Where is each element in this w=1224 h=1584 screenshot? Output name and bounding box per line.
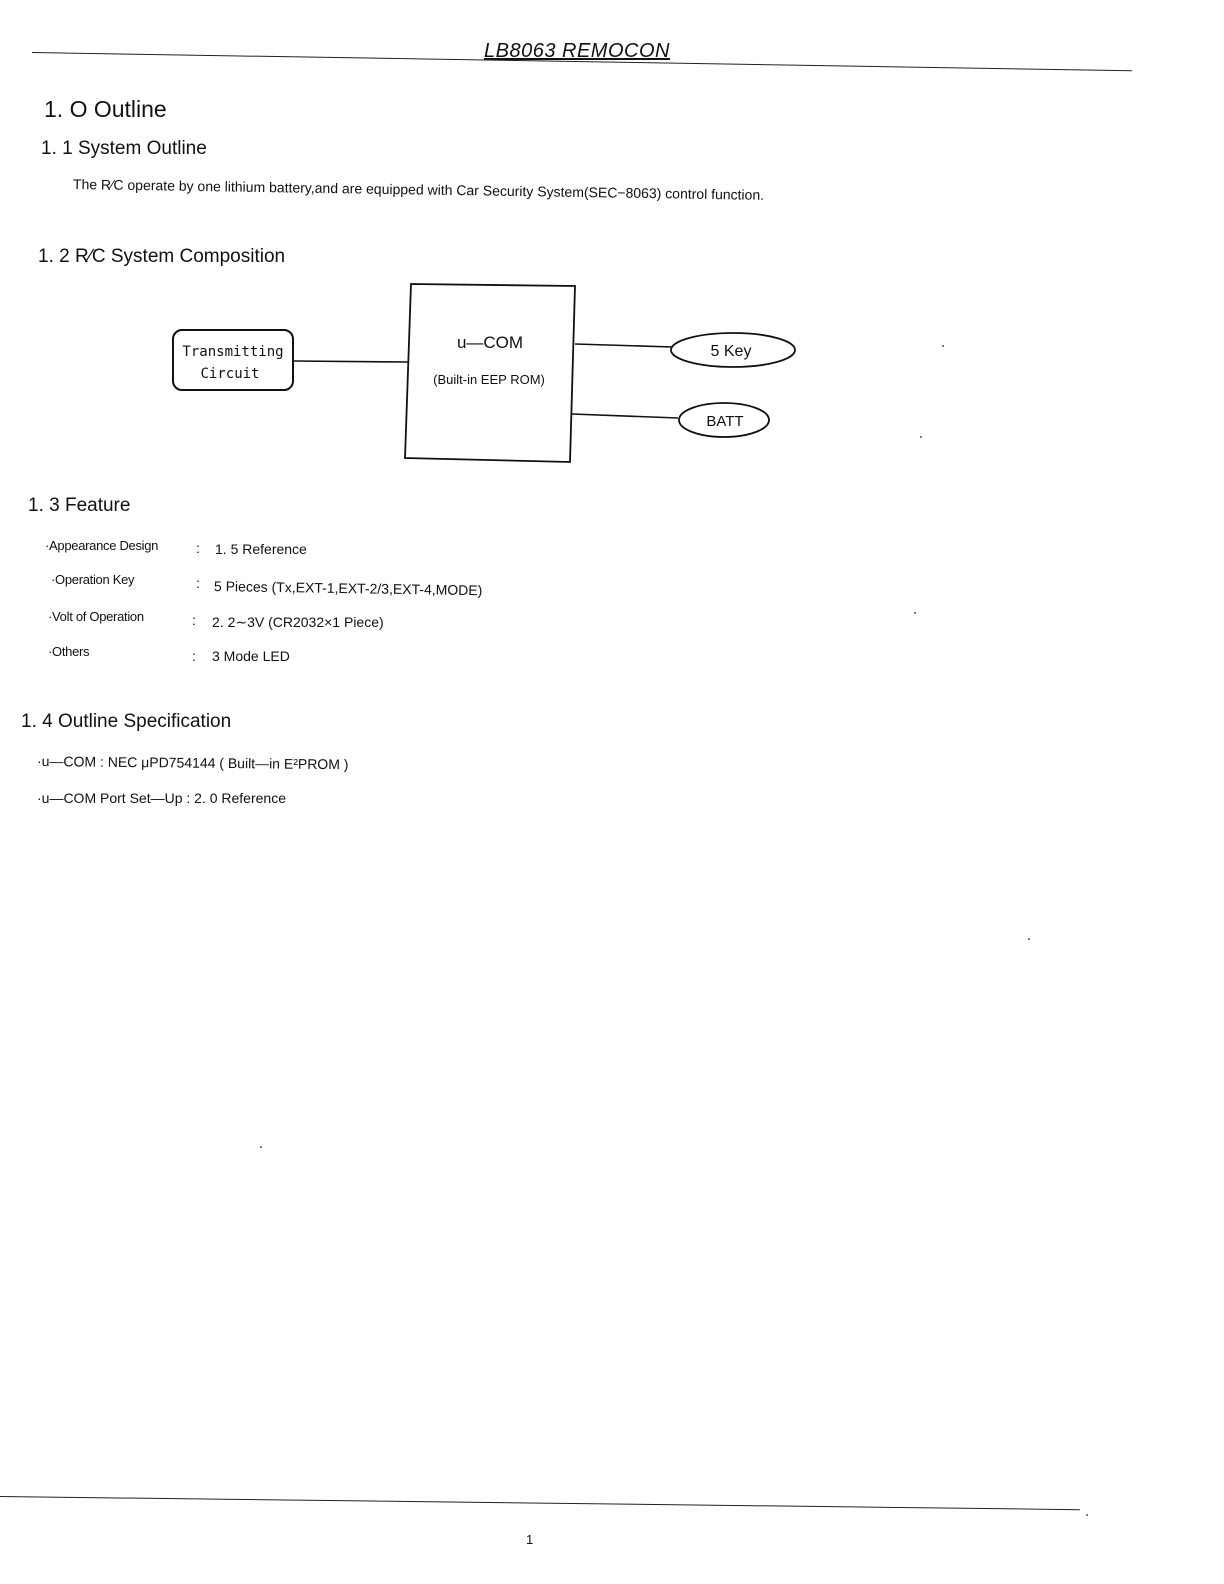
spec-line: ·u—COM Port Set—Up : 2. 0 Reference [37,790,286,806]
footer-rule [0,1496,1080,1510]
scan-speck [942,345,944,347]
feature-label: ·Volt of Operation [48,609,144,624]
feature-separator: : [196,575,200,591]
ucom-label-line1: u—COM [456,333,524,352]
feature-separator: : [192,648,196,664]
batt-label: BATT [706,413,744,430]
scan-speck [260,1146,262,1148]
feature-value: 2. 2∼3V (CR2032×1 Piece) [212,614,384,630]
feature-label: ·Others [48,644,90,659]
key-label: 5 Key [710,343,752,360]
section-heading-1-3: 1. 3 Feature [28,495,131,516]
scan-speck [920,436,922,438]
transmitting-label-line2: Circuit [200,366,260,382]
scan-speck [914,612,916,614]
feature-separator: : [196,540,200,556]
ucom-label-line2: (Built-in EEP ROM) [433,372,545,387]
scan-speck [1028,938,1030,940]
page-number: 1 [526,1532,534,1547]
section-heading-1-0: 1. O Outline [44,96,167,122]
system-outline-text: The R∕C operate by one lithium battery,and are equipped with Car Security System(SEC−8063) control function. [72,176,765,203]
section-heading-1-2: 1. 2 R∕C System Composition [38,246,286,267]
feature-value: 5 Pieces (Tx,EXT-1,EXT-2/3,EXT-4,MODE) [213,578,483,599]
connector-ucom-key [575,344,672,347]
section-heading-1-4: 1. 4 Outline Specification [21,711,232,732]
feature-separator: : [192,612,196,628]
document-title: LB8063 REMOCON [484,40,670,62]
feature-value: 1. 5 Reference [215,541,307,557]
scan-speck [1086,1514,1088,1516]
feature-value: 3 Mode LED [212,648,290,664]
section-heading-1-1: 1. 1 System Outline [41,138,207,159]
connector-ucom-batt [572,414,678,418]
feature-label: ·Appearance Design [45,538,159,553]
transmitting-label-line1: Transmitting [182,344,284,360]
system-composition-diagram [0,270,1224,480]
feature-label: ·Operation Key [51,572,135,587]
spec-line: ·u—COM : NEC μPD754144 ( Built—in E²PROM ) [36,753,349,773]
connector-transmitting-ucom [294,361,408,362]
